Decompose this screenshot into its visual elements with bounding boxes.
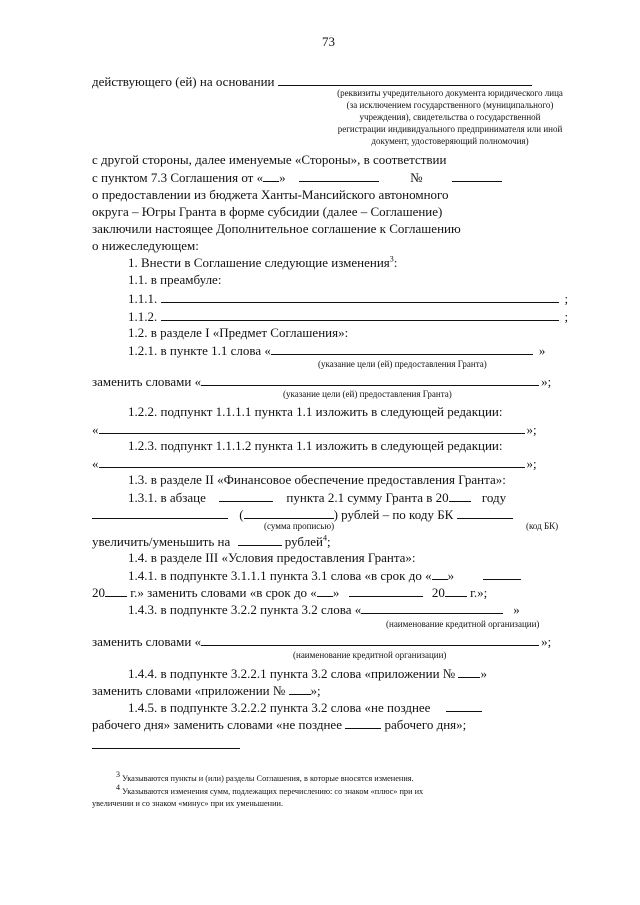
paragraph-line: округа – Югры Гранта в форме субсидии (далее – Соглашение) <box>92 204 443 219</box>
section-item: 1.3.1. в абзаце пункта 2.1 сумму Гранта в 20 году <box>128 490 507 505</box>
section-item: 1.2.1. в пункте 1.1 слова « » <box>128 343 546 358</box>
blank-field <box>452 170 502 182</box>
blank-field <box>201 374 539 386</box>
section-item: рабочего дня» заменить словами «не позднее рабочего дня»; <box>92 717 467 732</box>
blank-field <box>299 170 379 182</box>
section-item: 1.4.3. в подпункте 3.2.2 пункта 3.2 слова « » <box>128 602 520 617</box>
section-item: ( ) рублей – по коду БК <box>92 507 513 521</box>
note-bank: (наименование кредитной организации) <box>386 619 540 629</box>
blank-field <box>483 568 521 580</box>
note-sum: (сумма прописью) <box>264 521 335 531</box>
note-requisites: регистрации индивидуального предпринимателя или иной <box>337 124 563 134</box>
paragraph-line: заключили настоящее Дополнительное соглашение к Соглашению <box>92 221 461 236</box>
paragraph-line: с пунктом 7.3 Соглашения от « » № <box>92 170 572 184</box>
blank-field <box>349 585 423 597</box>
blank-field <box>289 683 311 695</box>
blank-field <box>449 490 471 502</box>
note-requisites: (за исключением государственного (муниципального) <box>346 100 554 110</box>
section-item: 1.2.2. подпункт 1.1.1.1 пункта 1.1 изложить в следующей редакции: <box>128 404 503 419</box>
note-goal: (указание цели (ей) предоставления Гранта) <box>318 359 487 369</box>
section-item: заменить словами «приложении № »; <box>92 683 321 698</box>
blank-field <box>446 700 482 712</box>
section-heading: 1. Внести в Соглашение следующие изменения$^3$: <box>128 254 398 270</box>
section-item: 1.1.2. ; <box>128 309 569 324</box>
section-item: « »; <box>92 422 537 437</box>
note-requisites: (реквизиты учредительного документа юридического лица <box>337 88 563 98</box>
note-goal: (указание цели (ей) предоставления Гранта) <box>283 389 452 399</box>
section-item: « »; <box>92 456 537 471</box>
blank-field <box>161 309 559 321</box>
section-item: 1.4.4. в подпункте 3.2.2.1 пункта 3.2 слова «приложении № » <box>128 666 487 681</box>
section-item: 20 г.» заменить словами «в срок до « » 20 г.»; <box>92 585 488 600</box>
page-number: 73 <box>322 34 335 49</box>
blank-field <box>345 717 381 729</box>
blank-field <box>99 456 525 468</box>
blank-field <box>458 666 480 678</box>
paragraph-line: о предоставлении из бюджета Ханты-Мансийского автономного <box>92 187 449 202</box>
footnote-separator <box>92 748 240 749</box>
blank-field <box>432 568 448 580</box>
blank-field <box>99 422 525 434</box>
blank-field <box>201 634 539 646</box>
blank-field <box>263 170 279 182</box>
blank-field <box>445 585 467 597</box>
blank-field <box>317 585 333 597</box>
blank-field <box>92 507 228 519</box>
blank-field <box>238 534 282 546</box>
note-requisites: учреждения), свидетельства о государственной <box>359 112 541 122</box>
section-item: 1.4. в разделе III «Условия предоставления Гранта»: <box>128 550 416 565</box>
blank-field <box>244 507 334 519</box>
section-item: 1.3. в разделе II «Финансовое обеспечение предоставления Гранта»: <box>128 472 506 487</box>
note-bank: (наименование кредитной организации) <box>293 650 447 660</box>
section-item: 1.2.3. подпункт 1.1.1.2 пункта 1.1 изложить в следующей редакции: <box>128 438 503 453</box>
blank-field <box>271 343 533 355</box>
footnote-4: $^4$ Указываются изменения сумм, подлежащих перечислению: со знаком «плюс» при их <box>116 783 424 796</box>
blank-field <box>361 602 503 614</box>
section-item: 1.1. в преамбуле: <box>128 272 222 287</box>
blank-field <box>161 291 559 303</box>
footnote-3: $^3$ Указываются пункты и (или) разделы Соглашения, в которые вносятся изменения. <box>116 770 414 783</box>
note-bk: (код БК) <box>526 521 559 531</box>
blank-field <box>105 585 127 597</box>
section-item: заменить словами « »; <box>92 374 552 389</box>
section-item: 1.4.1. в подпункте 3.1.1.1 пункта 3.1 слова «в срок до « » <box>128 568 572 582</box>
blank-field <box>457 507 513 519</box>
section-item: увеличить/уменьшить на рублей$^4$; <box>92 533 331 549</box>
section-item: заменить словами « »; <box>92 634 552 649</box>
paragraph-line: с другой стороны, далее именуемые «Стороны», в соответствии <box>92 152 447 167</box>
note-requisites: документ, удостоверяющий полномочия) <box>371 136 529 146</box>
preamble-line: действующего (ей) на основании <box>92 74 532 88</box>
footnote-4-cont: увеличении и со знаком «минус» при их уменьшении. <box>92 799 284 808</box>
blank-field <box>219 490 273 502</box>
section-item: 1.1.1. ; <box>128 291 569 306</box>
section-item: 1.4.5. в подпункте 3.2.2.2 пункта 3.2 слова «не позднее <box>128 700 572 714</box>
section-item: 1.2. в разделе I «Предмет Соглашения»: <box>128 325 349 340</box>
blank-field <box>278 74 532 86</box>
paragraph-line: о нижеследующем: <box>92 238 199 253</box>
